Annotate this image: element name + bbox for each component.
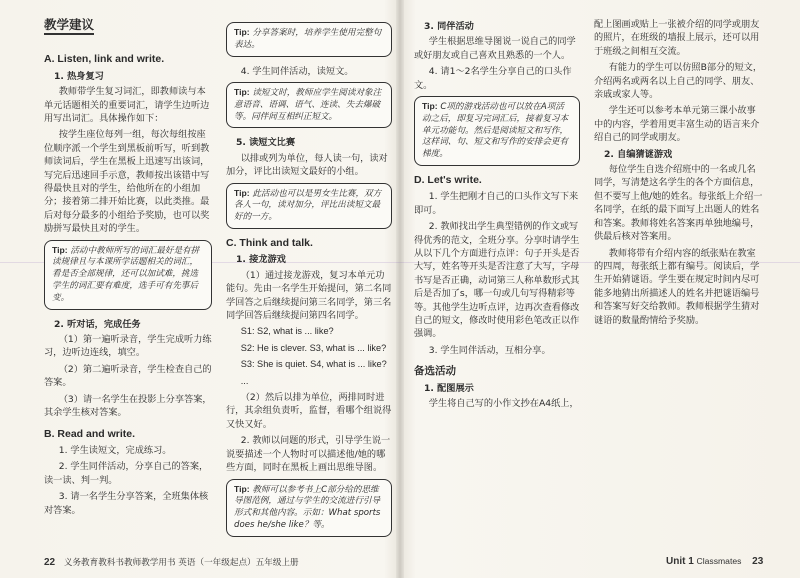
r3-paragraph: 学生根据思维导图说一说自己的同学或好朋友或自己喜欢且熟悉的一个人。 (414, 36, 576, 61)
c5-heading: 5. 读短文比赛 (236, 137, 296, 149)
example-line-2: S2: He is clever. S3, what is ... like? (240, 342, 387, 353)
page-number-right: 23 (752, 556, 764, 567)
b-step-3: 3. 请一名学生分享答案，全班集体核对答案。 (44, 491, 209, 516)
tip-label: Tip: (234, 87, 250, 97)
a2-step-3: （3）请一名学生在投影上分享答案，其余学生核对答案。 (44, 393, 212, 419)
section-c-heading: C. Think and talk. (226, 237, 313, 249)
a2-step-1: （1）第一遍听录音，学生完成听力练习，边听边连线，填空。 (44, 334, 212, 359)
d-step-3: 3. 学生同伴活动，互相分享。 (428, 344, 551, 356)
a1-heading: 1. 热身复习 (54, 70, 104, 82)
example-line-1: S1: S2, what is ... like? (240, 326, 334, 337)
tip-text: 此活动也可以是男女生比赛，双方各人一句，读对加分，评比出读短文最好的一方。 (234, 188, 382, 223)
tip-text: 分享答案时，培养学生使用完整句表达。 (234, 28, 382, 50)
c1-paragraph-2: （2）然后以排为单位，两排同时进行，其余组负责听，监督，看哪个组说得又快又好。 (226, 392, 392, 430)
c4-paragraph: 4. 学生同伴活动，读短文。 (240, 65, 354, 77)
alt1-paragraph-3: 学生还可以参考本单元第三课小故事中的内容，学着用更丰富生动的语言来介绍自己的同学或朋友。 (594, 105, 760, 144)
example-line-4: ... (240, 375, 249, 386)
tip-box-3 (226, 82, 392, 128)
tip-box-5 (226, 479, 392, 537)
b-step-1: 1. 学生读短文，完成练习。 (58, 444, 172, 456)
c2-paragraph: 2. 教师以问题的形式，引导学生说一说要描述一个人物时可以描述他/她的哪些方面，同时在黑板上画出思维导图。 (226, 435, 391, 474)
g2-paragraph-2: 教师将带有介绍内容的纸张贴在教室的四周，每张纸上都有编号。阅读后，学生开始猜谜语。学生要在规定时间内尽可能多地猜出所描述人的姓名并把谜语编号和答案写好交给教师。教师根据学生猜对谜语的数量酌情给予奖励。 (594, 247, 760, 326)
c1-paragraph-1: （1）通过接龙游戏，复习本单元功能句。先由一名学生开始提问，第二名同学回答之后继续提问第三名同学，第三名同学回答后继续提问第四名同学。 (226, 269, 392, 322)
tip-text: 活动中教师所写的词汇最好是有拼读规律且与本课所学话题相关的词汇，看是否全部规律，还可以加试难，挑选学生的词汇要有难度，选手可有先事后变。 (52, 245, 200, 303)
book-gutter (396, 0, 404, 578)
book-title: 义务教育教科书教师教学用书 英语（一年级起点）五年级上册 (63, 558, 299, 568)
tip-label: Tip: (234, 187, 250, 198)
c1-heading: 1. 接龙游戏 (236, 254, 286, 266)
tip-label: Tip: (422, 101, 438, 112)
unit-name: Classmates (696, 556, 742, 566)
a2-step-2: （2）第二遍听录音，学生检查自己的答案。 (44, 363, 212, 389)
tip-label: Tip: (234, 27, 250, 37)
a1-paragraph-2: 按学生座位每列一组，每次每组按座位顺序派一个学生到黑板前听写，听到教师读词后，学生在黑板上迅速写出该词，写完后迅速回手示意，教师按出该错中写得最快且对的学生，给他所在的小组加分；接着第二排开始比赛，以此类推。最后对每分最多的小组给予奖励，也可以奖励拼写最快且对的学生。 (44, 129, 210, 235)
alt1-paragraph: 学生将自己写的小作文抄在A4纸上， (428, 398, 579, 410)
section-a-heading: A. Listen, link and write. (44, 53, 165, 66)
d-step-1: 1. 学生把刚才自己的口头作文写下来即可。 (414, 191, 579, 216)
page-number-left: 22 (44, 557, 56, 568)
r4-paragraph: 4. 请1～2名学生分享自己的口头作文。 (414, 66, 572, 91)
right-page-column-2 (594, 18, 764, 330)
tip-text: C项的游戏活动也可以放在A项活动之后，即复习完词汇后，接着复习本单元功能句。然后是阅读短文和写作，这样词、句、短文和写作的安排会更有梯度。 (422, 102, 569, 160)
alt1-paragraph-2: 有能力的学生可以仿照B部分的短文，介绍两名或两名以上自己的同学、朋友、亲戚或家人等。 (594, 62, 763, 101)
section-b-heading: B. Read and write. (44, 427, 136, 440)
left-page-footer (44, 556, 299, 568)
example-line-3: S3: She is quiet. S4, what is ... like? (240, 359, 387, 370)
alt1-heading: 1. 配图展示 (424, 382, 474, 394)
alternative-activities-heading: 备选活动 (414, 365, 456, 378)
tip-text: 教师可以参考书上C部分给的思维导图范例，通过与学生的交流进行引导形式和其他内容。示如：What sports does he/she like？等。 (234, 484, 381, 530)
tip-text: 读短文时，教师应学生阅读对象注意语音、语调、语气、连读、失去爆破等。同伴间互相纠正短文。 (234, 88, 382, 122)
g2-heading: 2. 自编猜谜游戏 (604, 148, 673, 160)
tip-box-6 (414, 96, 580, 166)
tip-box-2 (226, 22, 392, 57)
tip-box-1 (44, 240, 212, 310)
section-d-heading: D. Let's write. (414, 174, 482, 187)
left-page-column-1 (44, 18, 212, 520)
section-title: 教学建议 (44, 18, 94, 35)
right-page-footer (666, 556, 763, 567)
b-step-2: 2. 学生同伴活动，分享自己的答案，读一读、判一判。 (44, 461, 209, 486)
a1-paragraph-1: 教师带学生复习词汇，即教师读与本单元话题相关的重要词汇，请学生边听边用写出词汇。具体操作如下： (44, 86, 210, 125)
a2-heading: 2. 听对话，完成任务 (54, 318, 141, 330)
alt1-continued: 配上图画或贴上一张被介绍的同学或朋友的照片，在班级的墙报上展示，还可以用于班级之间相互交流。 (594, 19, 760, 57)
unit-label: Unit 1 (666, 556, 694, 567)
tip-label: Tip: (234, 483, 250, 494)
d-step-2: 2. 教师找出学生典型错例的作文或写得优秀的范文，全班分享。分享时请学生从以下几个方面进行点评：句子开头是否大写，姓名等开头是否注意了大写，字母书写是否正确，动词第三人称单数形式其后是否加了s，哪一句或几句写得精彩等等。其他学生边听点评，边再次查看修改自己的短文，修改时使用彩色笔改正以作强调。 (414, 221, 580, 340)
tip-box-4 (226, 183, 392, 229)
tip-label: Tip: (52, 244, 68, 255)
c5-paragraph: 以排或列为单位，每人读一句，读对加分，评比出读短文最好的小组。 (226, 152, 388, 178)
right-page-column-1 (414, 18, 580, 414)
g2-paragraph-1: 每位学生自选介绍班中的一名或几名同学，写清楚这名学生的各个方面信息，但不要写上他/她的姓名。每张纸上介绍一名同学，在纸的最下面写上出题人的姓名和答案。教师将姓名答案再单独地编号，供最后核对答案用。 (594, 164, 763, 243)
r3-heading: 3. 同伴活动 (424, 21, 474, 32)
left-page-column-2 (226, 18, 392, 545)
